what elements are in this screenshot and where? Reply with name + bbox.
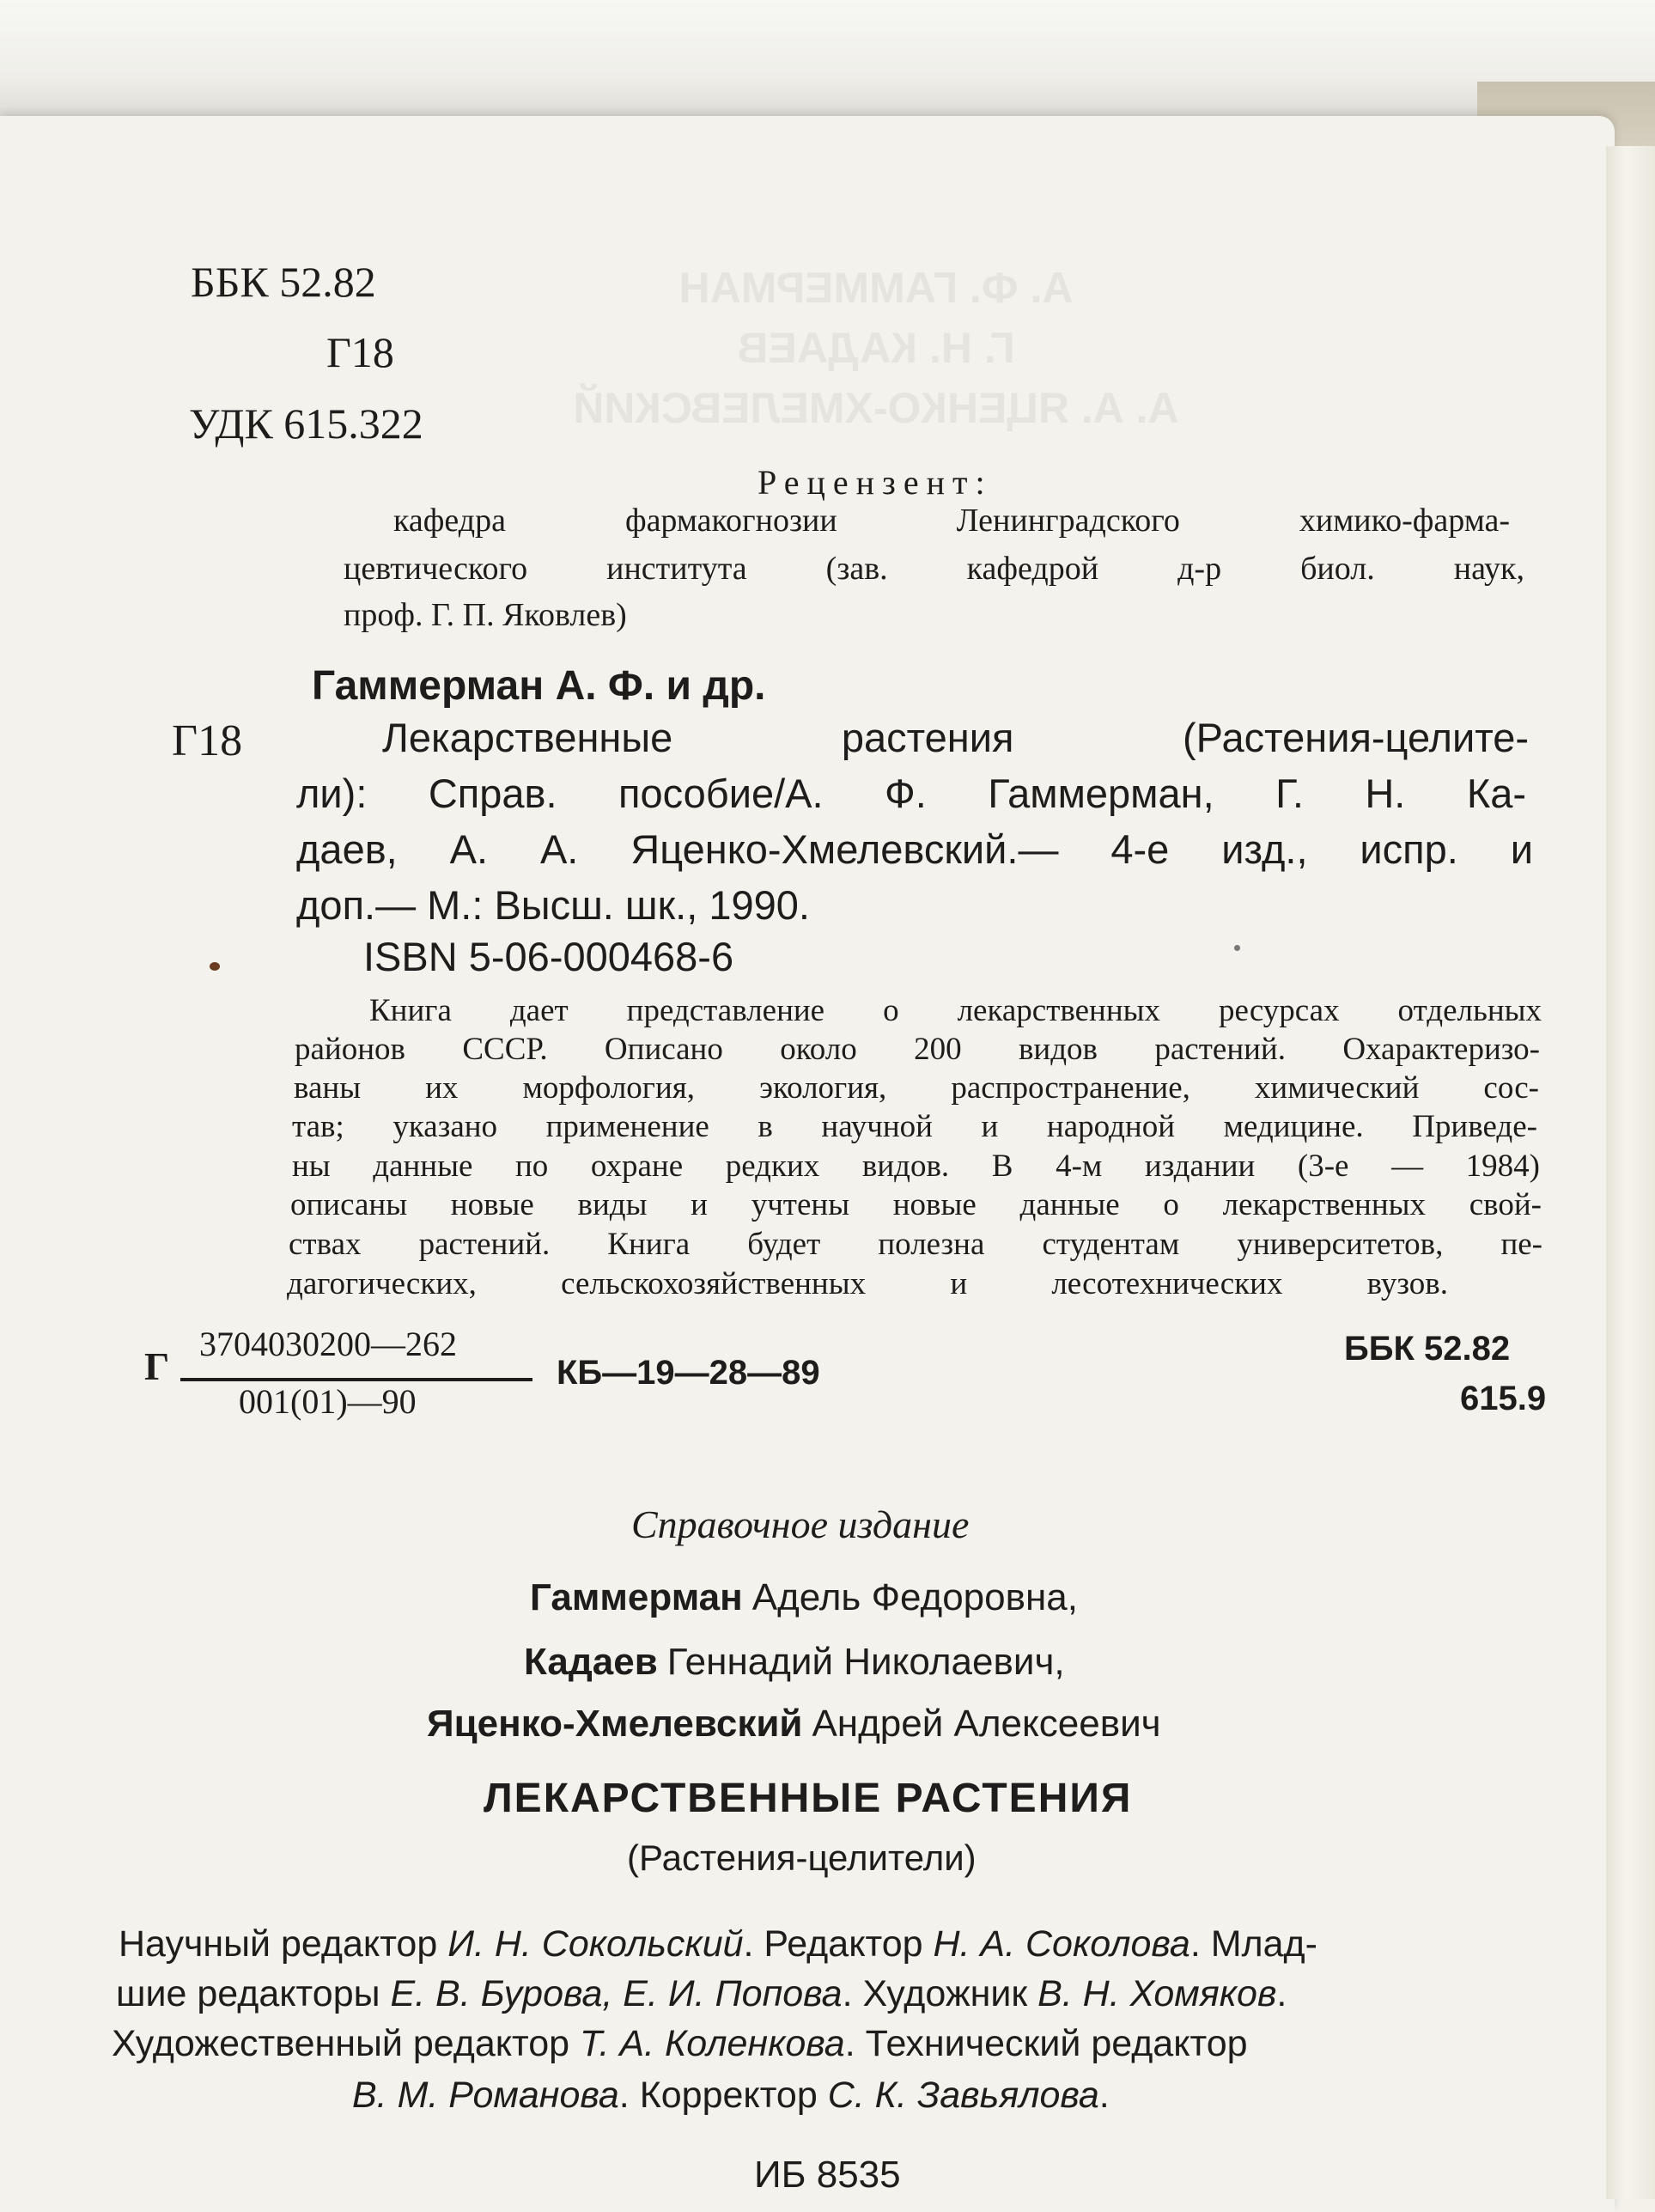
- reviewer-line: цевтического института (зав. кафедрой д-р биол. наук,: [344, 551, 1524, 587]
- credit-role: шие редакторы: [116, 1973, 391, 2014]
- credit-role: Художественный редактор: [112, 2023, 581, 2064]
- show-through-line: Г. Н. КАДАЕВ: [737, 324, 1015, 372]
- credits-line: [119, 1923, 1317, 1965]
- show-through-line: А. Ф. ГАММЕРМАН: [678, 264, 1074, 312]
- credits-line: [116, 1973, 1287, 2014]
- author-name: Геннадий Николаевич,: [666, 1641, 1065, 1683]
- ink-speck: [210, 962, 220, 971]
- index-denominator: 001(01)—90: [239, 1382, 417, 1421]
- author-name: Андрей Алексеевич: [812, 1703, 1161, 1745]
- kb-code: КБ—19—28—89: [557, 1354, 820, 1392]
- book-title: ЛЕКАРСТВЕННЫЕ РАСТЕНИЯ: [484, 1776, 1133, 1821]
- book-subtitle: (Растения-целители): [627, 1837, 977, 1878]
- credit-person: С. К. Завьялова: [827, 2075, 1099, 2116]
- annotation-line: районов СССР. Описано около 200 видов растений. Охарактеризо-: [295, 1032, 1540, 1067]
- credit-role: . Корректор: [618, 2075, 828, 2116]
- author-line: [524, 1643, 1065, 1681]
- catalog-line: даев, А. А. Яценко-Хмелевский.— 4-е изд., испр. и: [296, 826, 1533, 872]
- author-name: Адель Федоровна,: [751, 1576, 1078, 1618]
- show-through-line: А. А. ЯЦЕНКО-ХМЕЛЕВСКИЙ: [573, 384, 1179, 432]
- catalog-line: доп.— М.: Высш. шк., 1990.: [296, 882, 810, 928]
- publication-code: Г18: [326, 328, 394, 376]
- reviewer-line: кафедра фармакогнозии Ленинградского химико-фарма-: [393, 503, 1510, 539]
- udk-code: УДК 615.322: [189, 399, 423, 448]
- credit-role: . Млад-: [1190, 1923, 1317, 1965]
- credits-line: [112, 2023, 1248, 2064]
- background-surface: [0, 0, 1655, 129]
- index-numerator: 3704030200—262: [199, 1325, 457, 1363]
- credit-person: Н. А. Соколова: [933, 1923, 1190, 1965]
- index-bbk: ББК 52.82: [1344, 1330, 1511, 1368]
- author-line: [427, 1705, 1161, 1743]
- page-edge: [1606, 146, 1655, 2199]
- annotation-line: Книга дает представление о лекарственных ресурсах отдельных: [369, 993, 1542, 1028]
- reviewer-line: проф. Г. П. Яковлев): [344, 597, 627, 633]
- credit-role: Научный редактор: [119, 1923, 448, 1965]
- credit-role: .: [1276, 1973, 1287, 2014]
- credit-role: . Художник: [842, 1973, 1038, 2014]
- annotation-line: ны данные по охране редких видов. В 4-м издании (3-е — 1984): [292, 1149, 1540, 1184]
- credit-role: . Технический редактор: [844, 2023, 1248, 2064]
- fraction-line: [180, 1378, 532, 1381]
- credit-role: . Редактор: [743, 1923, 934, 1965]
- annotation-line: описаны новые виды и учтены новые данные о лекарственных свой-: [290, 1187, 1542, 1222]
- reviewer-title: Рецензент:: [758, 463, 993, 502]
- edition-type: Справочное издание: [631, 1502, 970, 1546]
- catalog-line: Лекарственные растения (Растения-целите-: [382, 715, 1529, 760]
- catalog-author-heading: Гаммерман А. Ф. и др.: [312, 663, 766, 709]
- isbn: ISBN 5-06-000468-6: [363, 934, 734, 979]
- ink-speck: [1234, 945, 1240, 951]
- author-line: [530, 1576, 1078, 1618]
- show-through-text: [532, 258, 1220, 438]
- ib-number: ИБ 8535: [754, 2154, 901, 2196]
- index-bbk2: 615.9: [1460, 1380, 1547, 1417]
- bbk-code: ББК 52.82: [191, 258, 376, 306]
- annotation-line: ствах растений. Книга будет полезна студентам университетов, пе-: [289, 1227, 1542, 1262]
- credit-person: Т. А. Коленкова: [580, 2023, 845, 2064]
- credit-person: Е. В. Бурова, Е. И. Попова: [390, 1973, 843, 2014]
- annotation-line: тав; указано применение в научной и народной медицине. Приведе-: [292, 1109, 1537, 1144]
- index-letter: Г: [144, 1344, 170, 1388]
- credits-line: [352, 2077, 1110, 2114]
- credit-person: В. Н. Хомяков: [1037, 1973, 1277, 2014]
- author-surname: Яценко-Хмелевский: [427, 1703, 803, 1745]
- author-surname: Кадаев: [524, 1641, 658, 1683]
- credit-role: .: [1098, 2075, 1110, 2116]
- credit-person: И. Н. Сокольский: [447, 1923, 744, 1965]
- catalog-line: ли): Справ. пособие/А. Ф. Гаммерман, Г. Н. Ка-: [296, 771, 1526, 816]
- credit-person: В. М. Романова: [352, 2075, 619, 2116]
- author-surname: Гаммерман: [530, 1576, 743, 1618]
- annotation-line: ваны их морфология, экология, распространение, химический сос-: [294, 1070, 1539, 1106]
- annotation-line: дагогических, сельскохозяйственных и лесотехнических вузов.: [287, 1266, 1448, 1301]
- catalog-code: Г18: [172, 716, 243, 765]
